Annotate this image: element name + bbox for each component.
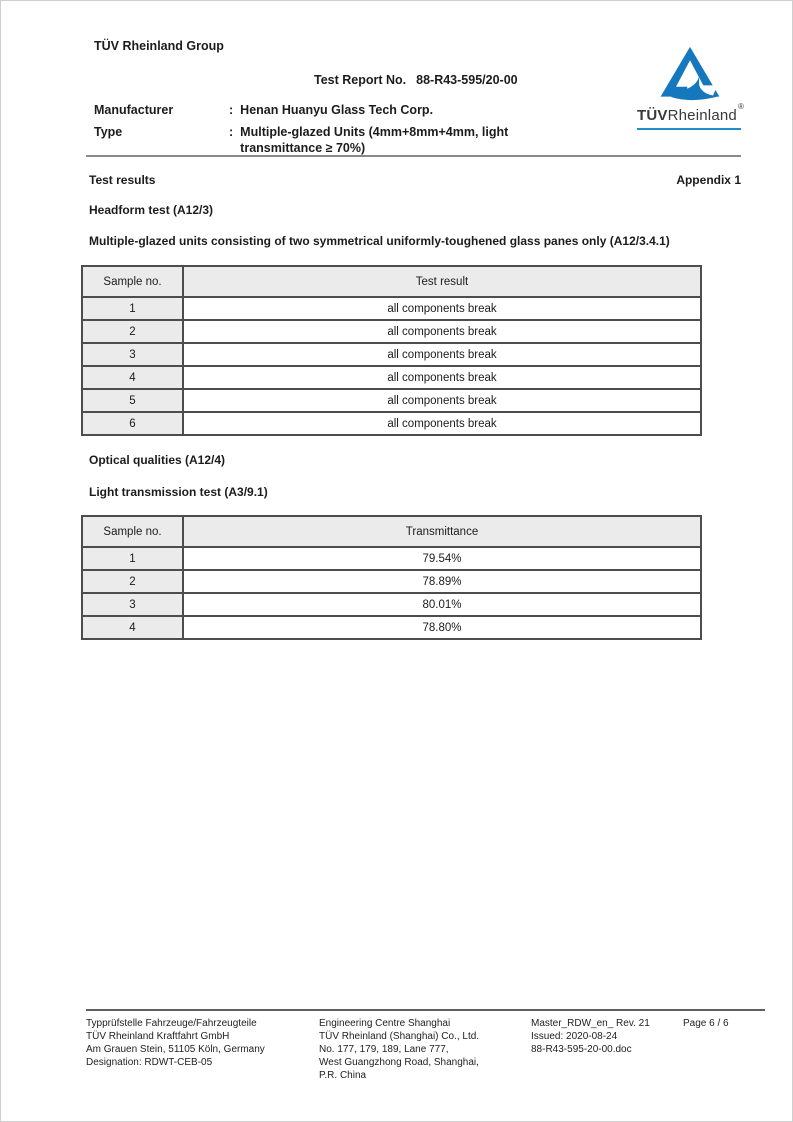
sample-no-cell: 1 [82,547,183,570]
table-row [82,297,701,320]
registered-mark: ® [737,102,745,111]
footer-line: Page 6 / 6 [683,1018,729,1029]
sample-no-header: Sample no. [82,516,183,547]
footer-line: Am Grauen Stein, 51105 Köln, Germany [86,1044,265,1055]
manufacturer-row [94,102,560,118]
table-row [82,570,701,593]
table-row [82,593,701,616]
table-row [82,343,701,366]
appendix-label: Appendix 1 [676,173,741,187]
table-row [82,616,701,639]
type-value: Multiple-glazed Units (4mm+8mm+4mm, light transmittance ≥ 70%) [240,125,509,155]
type-label: Type [94,125,123,139]
table-row [82,366,701,389]
footer-office-shanghai [319,1017,531,1082]
sample-no-header: Sample no. [82,266,183,297]
separator-colon: : [229,125,234,139]
result-cell: all components break [183,366,701,389]
footer-office-germany [86,1017,319,1082]
footer-line: 88-R43-595-20-00.doc [531,1044,632,1055]
table-row [82,412,701,435]
test-results-heading: Test results [89,173,156,187]
table-header-row [82,266,701,297]
sample-no-cell: 6 [82,412,183,435]
logo-wordmark [637,102,745,124]
table-row [82,389,701,412]
table-row [82,320,701,343]
logo-underline [637,128,741,130]
report-number-label: Test Report No. [314,73,407,87]
result-cell: 79.54% [183,547,701,570]
sample-no-cell: 4 [82,366,183,389]
headform-results-table [81,265,702,436]
footer-line: Engineering Centre Shanghai [319,1018,451,1029]
sample-no-cell: 2 [82,320,183,343]
result-cell: 78.89% [183,570,701,593]
report-number-line [314,73,518,87]
footer-line: Designation: RDWT-CEB-05 [86,1057,213,1068]
result-cell: all components break [183,389,701,412]
table-row [82,547,701,570]
transmission-results-table [81,515,702,640]
result-cell: all components break [183,297,701,320]
light-transmission-heading: Light transmission test (A3/9.1) [89,485,268,499]
logo-rheinland: Rheinland [667,107,737,124]
separator-colon: : [229,103,234,117]
footer-line: P.R. China [319,1070,367,1081]
type-row [94,124,560,156]
sample-no-cell: 3 [82,343,183,366]
company-title: TÜV Rheinland Group [94,39,224,53]
tuv-triangle-icon [655,45,725,109]
footer-line: No. 177, 179, 189, Lane 777, [319,1044,449,1055]
optical-qualities-heading: Optical qualities (A12/4) [89,453,226,467]
footer-line: Typprüfstelle Fahrzeuge/Fahrzeugteile [86,1018,257,1029]
headform-test-subtitle: Multiple-glazed units consisting of two symmetrical uniformly-toughened glass panes only (A12/3.4.1) [89,234,670,248]
logo-tuv: TÜV [637,107,668,124]
sample-no-cell: 5 [82,389,183,412]
headform-table-body [82,297,701,435]
report-number: 88-R43-595/20-00 [416,73,518,87]
footer-line: TÜV Rheinland (Shanghai) Co., Ltd. [319,1031,480,1042]
table-header-row [82,516,701,547]
tuv-rheinland-logo [637,45,743,130]
sample-no-cell: 3 [82,593,183,616]
result-cell: 80.01% [183,593,701,616]
sample-no-cell: 1 [82,297,183,320]
test-result-header: Test result [183,266,701,297]
manufacturer-label: Manufacturer [94,103,174,117]
footer-document-info [531,1017,683,1082]
result-cell: 78.80% [183,616,701,639]
sample-no-cell: 4 [82,616,183,639]
header-divider [86,155,741,157]
sample-no-cell: 2 [82,570,183,593]
transmittance-header: Transmittance [183,516,701,547]
result-cell: all components break [183,320,701,343]
footer-line: TÜV Rheinland Kraftfahrt GmbH [86,1031,230,1042]
footer-line: Issued: 2020-08-24 [531,1031,618,1042]
results-appendix-row [89,173,741,187]
manufacturer-value: Henan Huanyu Glass Tech Corp. [240,103,434,117]
footer-line: West Guangzhong Road, Shanghai, [319,1057,479,1068]
transmission-table-body [82,547,701,639]
footer-page-number [683,1017,765,1082]
headform-test-heading: Headform test (A12/3) [89,203,214,217]
result-cell: all components break [183,343,701,366]
page-footer [86,1009,765,1082]
result-cell: all components break [183,412,701,435]
footer-line: Master_RDW_en_ Rev. 21 [531,1018,650,1029]
